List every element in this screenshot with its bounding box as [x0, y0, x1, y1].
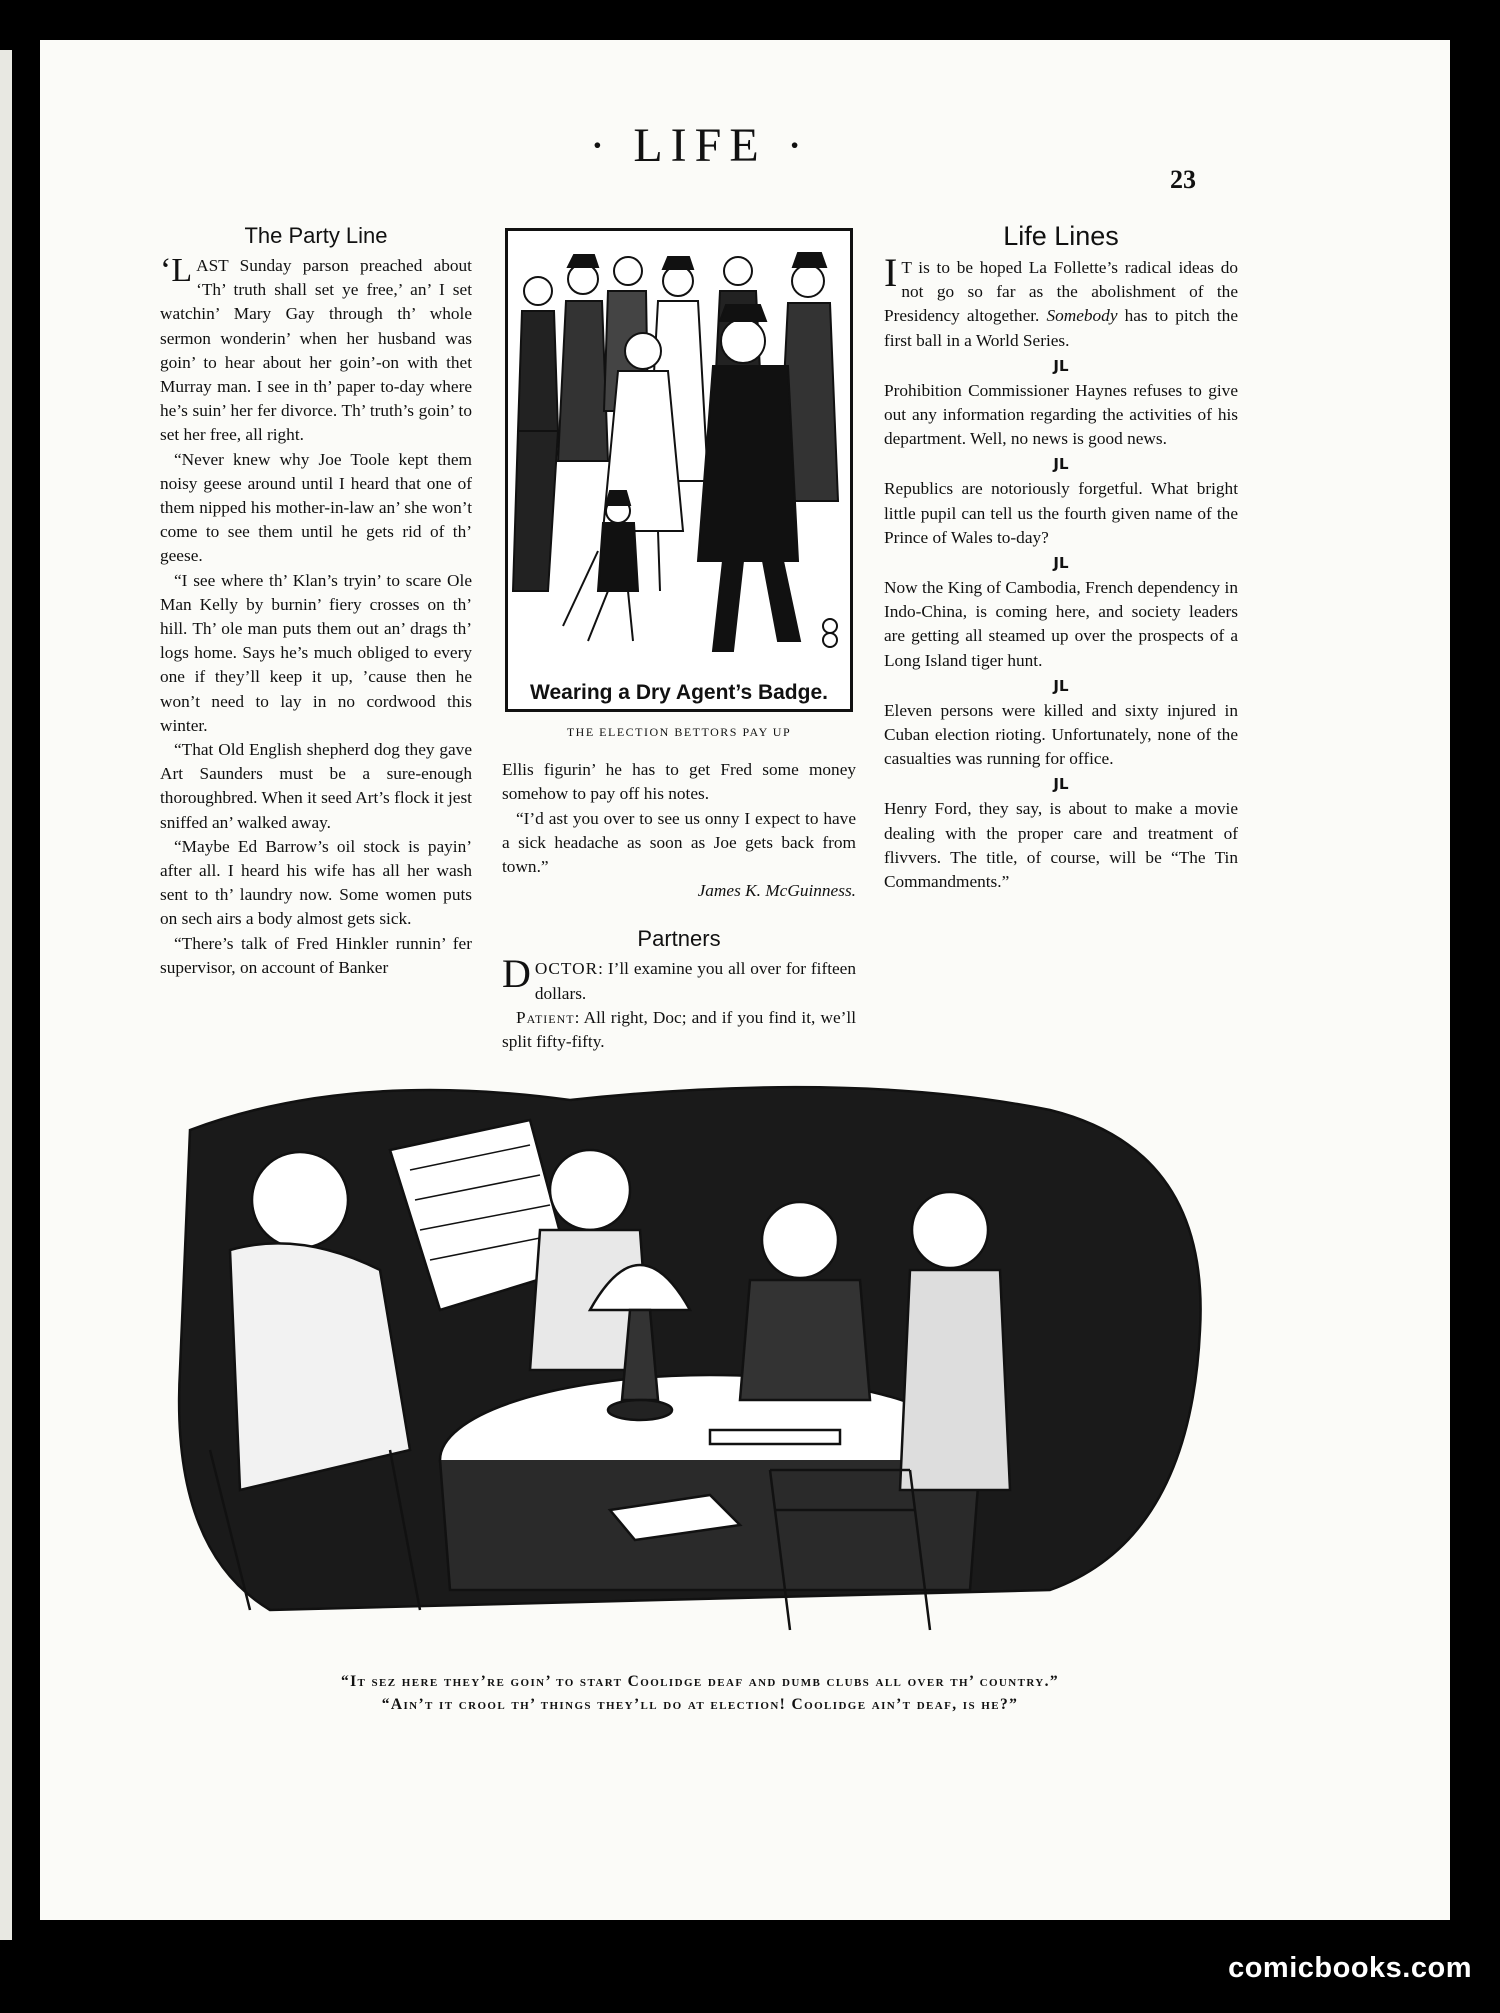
- caption-line-1: “It sez here they’re goin’ to start Coolidge deaf and dumb clubs all over th’ country.”: [340, 1673, 1060, 1690]
- separator-icon: JL: [1053, 775, 1069, 794]
- life-lines-item: Republics are notoriously forgetful. What bright little pupil can tell us the fourth given name of the Prince of Wales to-day?: [884, 479, 1238, 547]
- masthead: · LIFE ·: [589, 119, 811, 172]
- party-line-title: The Party Line: [244, 223, 388, 248]
- byline: James K. McGuinness.: [697, 881, 856, 901]
- caption-line-2: “Ain’t it crool th’ things they’ll do at election! Coolidge ain’t deaf, is he?”: [381, 1696, 1019, 1713]
- dry-agent-cartoon: [505, 228, 853, 712]
- cartoon-subcaption: THE ELECTION BETTORS PAY UP: [566, 725, 792, 739]
- watermark: comicbooks.com: [1228, 1952, 1472, 1984]
- partners-patient-line: Patient: All right, Doc; and if you find it, we’ll split fifty-fifty.: [502, 1007, 856, 1052]
- life-lines-title: Life Lines: [1003, 221, 1119, 251]
- life-lines-item: I T is to be hoped La Follette’s radical ideas do not go so far as the abolishment of the Presidency altogether. Somebody has to pitch the first ball in a World Series.: [884, 250, 1238, 350]
- cartoon-caption: Wearing a Dry Agent’s Badge.: [530, 680, 828, 704]
- party-line-paragraph: “Never knew why Joe Toole kept them noisy geese around until I heard that one of them nipped his mother-in-law an’ she won’t come to see them until he gets rid of th’ geese.: [160, 449, 472, 566]
- drop-cap-l: ‘L: [160, 252, 193, 289]
- party-line-continued: “I’d ast you over to see us onny I expect to have a sick headache as soon as Joe gets back from town.”: [502, 808, 856, 877]
- drop-cap-d: D: [502, 951, 531, 997]
- life-lines-item: Eleven persons were killed and sixty injured in Cuban election rioting. Unfortunately, none of the casualties was running for office.: [884, 700, 1238, 769]
- separator-icon: JL: [1053, 676, 1069, 695]
- party-line-paragraph: “That Old English shepherd dog they gave Art Saunders must be a sure-enough thoroughbred. When it seed Art’s flock it jest sniffed an’ walked away.: [160, 740, 472, 832]
- crowd-illustration: [508, 231, 850, 661]
- party-line-continued: Ellis figurin’ he has to get Fred some money somehow to pay off his notes.: [502, 760, 856, 804]
- separator-icon: JL: [1053, 554, 1069, 573]
- party-line-paragraph: “I see where th’ Klan’s tryin’ to scare Ole Man Kelly by burnin’ fiery crosses on th’ hill. Th’ ole man puts them out an’ drags th’ logs home. Says he’s much obliged to every one if they’ll keep it up, ’cause then he won’t need to lay in no cordwood this winter.: [160, 570, 472, 735]
- column-middle: [502, 222, 856, 1054]
- life-lines-item: Now the King of Cambodia, French dependency in Indo-China, is coming here, and society leaders are getting all steamed up over the prospects of a Long Island tiger hunt.: [884, 578, 1238, 670]
- life-lines-item: Prohibition Commissioner Haynes refuses to give out any information regarding the activities of his department. Well, no news is good news.: [884, 380, 1238, 449]
- family-table-illustration: [150, 1070, 1220, 1650]
- page-edge: [0, 50, 12, 1940]
- partners-doctor-line: DOCTOR: I’ll examine you all over for fifteen dollars.: [502, 951, 856, 1003]
- separator-icon: JL: [1053, 455, 1069, 474]
- drop-cap-i: I: [884, 250, 898, 295]
- column-party-line: [160, 222, 472, 980]
- life-lines-item: Henry Ford, they say, is about to make a movie dealing with the proper care and treatment of flivvers. The title, of course, will be “The Tin Commandments.”: [884, 799, 1238, 892]
- separator-icon: JL: [1053, 356, 1069, 375]
- party-line-paragraph: ‘LAST Sunday parson preached about ‘Th’ truth shall set ye free,’ an’ I set watchin’ Mary Gay through th’ whole sermon wonderin’ when her husband was goin’ to hear about her goin’-on with thet Murray man. I see in th’ paper to-day where he’s suin’ her fer divorce. Th’ truth’s goin’ to set her free, all right.: [160, 252, 472, 445]
- page-number: 23: [1170, 165, 1196, 194]
- party-line-paragraph: “There’s talk of Fred Hinkler runnin’ fer supervisor, on account of Banker: [160, 933, 472, 977]
- party-line-paragraph: “Maybe Ed Barrow’s oil stock is payin’ after all. I heard his wife has all her wash sent to th’ laundry now. Some women puts on sech airs a body almost gets sick.: [160, 836, 472, 929]
- family-scene-drawing: [150, 1070, 1220, 1650]
- partners-title: Partners: [637, 926, 721, 952]
- column-life-lines: [884, 222, 1238, 894]
- illustration-caption: [160, 1670, 1240, 1716]
